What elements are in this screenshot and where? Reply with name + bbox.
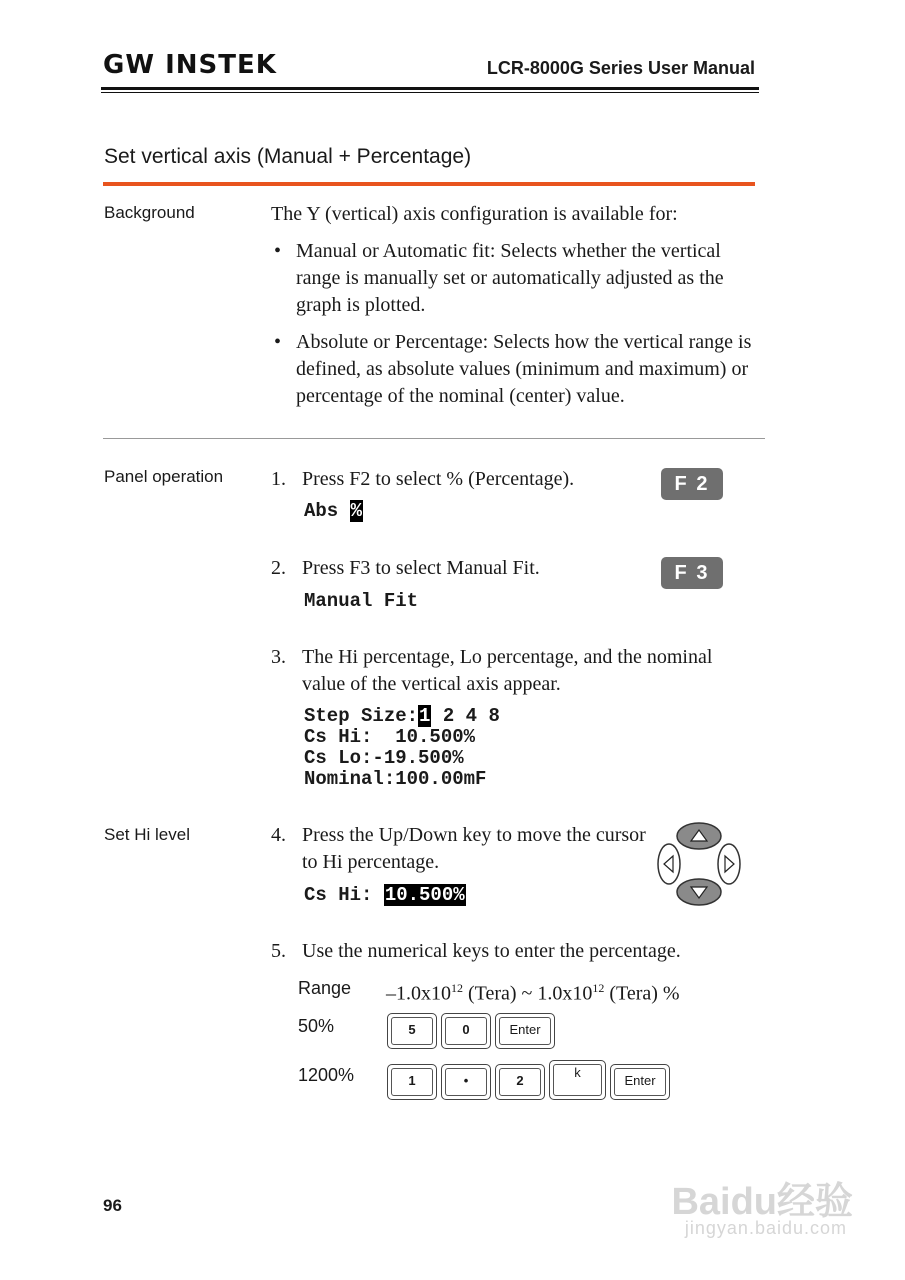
- cs-hi-label: Cs Hi:: [304, 884, 373, 906]
- set-hi-label: Set Hi level: [104, 825, 190, 844]
- key-k: [549, 1060, 606, 1100]
- key-0: [441, 1013, 491, 1049]
- range-part: (Tera) %: [604, 982, 680, 1005]
- background-label: Background: [104, 203, 195, 222]
- gw-instek-logo: GW INSTEK: [103, 50, 277, 80]
- step-number: 1.: [271, 468, 286, 490]
- step-number: 5.: [271, 940, 286, 962]
- range-exponent: 12: [451, 981, 463, 995]
- bullet-text: Manual or Automatic fit: Selects whether the vertical range is manually set or automatically adjusted as the graph is plotted.: [296, 240, 724, 316]
- bullet-icon: •: [274, 331, 282, 353]
- example-1200-keys: [387, 1060, 677, 1104]
- display-nominal: Nominal:100.00mF: [304, 768, 487, 790]
- step-number: 2.: [271, 557, 286, 579]
- key-1: [387, 1064, 437, 1100]
- cs-hi-value: 10.500%: [384, 884, 465, 906]
- key-label: 1: [391, 1068, 433, 1096]
- step-2-text: Press F3 to select Manual Fit.: [302, 557, 540, 579]
- key-2: [495, 1064, 545, 1100]
- step-number: 3.: [271, 646, 286, 668]
- step-3-text: The Hi percentage, Lo percentage, and the nominal value of the vertical axis appear.: [302, 646, 713, 695]
- step-size-selected: 1: [419, 705, 431, 727]
- key-label: 5: [391, 1017, 433, 1045]
- display-step-size: [304, 706, 500, 727]
- key-5: [387, 1013, 437, 1049]
- bullet-item: [274, 238, 758, 319]
- manual-title: LCR-8000G Series User Manual: [486, 58, 755, 78]
- header-rule: [101, 87, 759, 90]
- bullet-icon: •: [274, 240, 282, 262]
- range-label: Range: [298, 978, 352, 998]
- f3-key-icon: F 3: [661, 557, 723, 589]
- step-5-text: Use the numerical keys to enter the percentage.: [302, 940, 681, 962]
- key-enter: [495, 1013, 555, 1049]
- display-percent-selected: %: [350, 500, 363, 522]
- step-size-label: Step Size:: [304, 705, 419, 727]
- bullet-item: [274, 329, 758, 410]
- range-part: –1.0x10: [386, 982, 451, 1005]
- key-label: 0: [445, 1017, 487, 1045]
- key-label: Enter: [614, 1068, 666, 1096]
- key-dot: [441, 1064, 491, 1100]
- step-4-text: Press the Up/Down key to move the cursor to Hi percentage.: [302, 824, 646, 873]
- section-rule: [103, 182, 755, 186]
- step-number: 4.: [271, 824, 286, 846]
- display-abs-percent: [304, 501, 363, 522]
- divider: [103, 438, 765, 439]
- key-label: 2: [499, 1068, 541, 1096]
- step-1-text: Press F2 to select % (Percentage).: [302, 468, 575, 490]
- example-1200-label: 1200%: [298, 1065, 355, 1085]
- step-size-options: 2 4 8: [442, 705, 500, 727]
- range-exponent: 12: [592, 981, 605, 995]
- watermark-url: jingyan.baidu.com: [684, 1218, 847, 1238]
- example-50-keys: [387, 1013, 557, 1051]
- key-label: •: [445, 1068, 487, 1096]
- key-enter: [610, 1064, 670, 1100]
- page-number: 96: [103, 1196, 122, 1215]
- display-cs-hi: Cs Hi: 10.500%: [304, 726, 476, 748]
- range-value: [386, 975, 680, 1008]
- header-rule-thin: [101, 92, 759, 93]
- section-title: Set vertical axis (Manual + Percentage): [104, 145, 472, 168]
- key-label: k: [553, 1064, 602, 1096]
- f2-key-icon: F 2: [661, 468, 723, 500]
- background-intro: The Y (vertical) axis configuration is available for:: [271, 203, 678, 225]
- arrow-keypad-icon: [655, 820, 743, 908]
- panel-operation-label: Panel operation: [104, 467, 224, 486]
- range-part: (Tera) ~ 1.0x10: [463, 982, 593, 1005]
- display-cs-lo: Cs Lo:-19.500%: [304, 747, 464, 769]
- bullet-text: Absolute or Percentage: Selects how the vertical range is defined, as absolute values (minimum and maximum) or percentage of the nominal (center) value.: [296, 331, 752, 407]
- display-cs-hi-selected: [304, 885, 466, 906]
- key-label: Enter: [499, 1017, 551, 1045]
- display-manual-fit: Manual Fit: [304, 590, 419, 612]
- watermark-logo: Baidu经验: [671, 1181, 853, 1223]
- display-abs: Abs: [304, 500, 339, 522]
- example-50-label: 50%: [298, 1016, 335, 1036]
